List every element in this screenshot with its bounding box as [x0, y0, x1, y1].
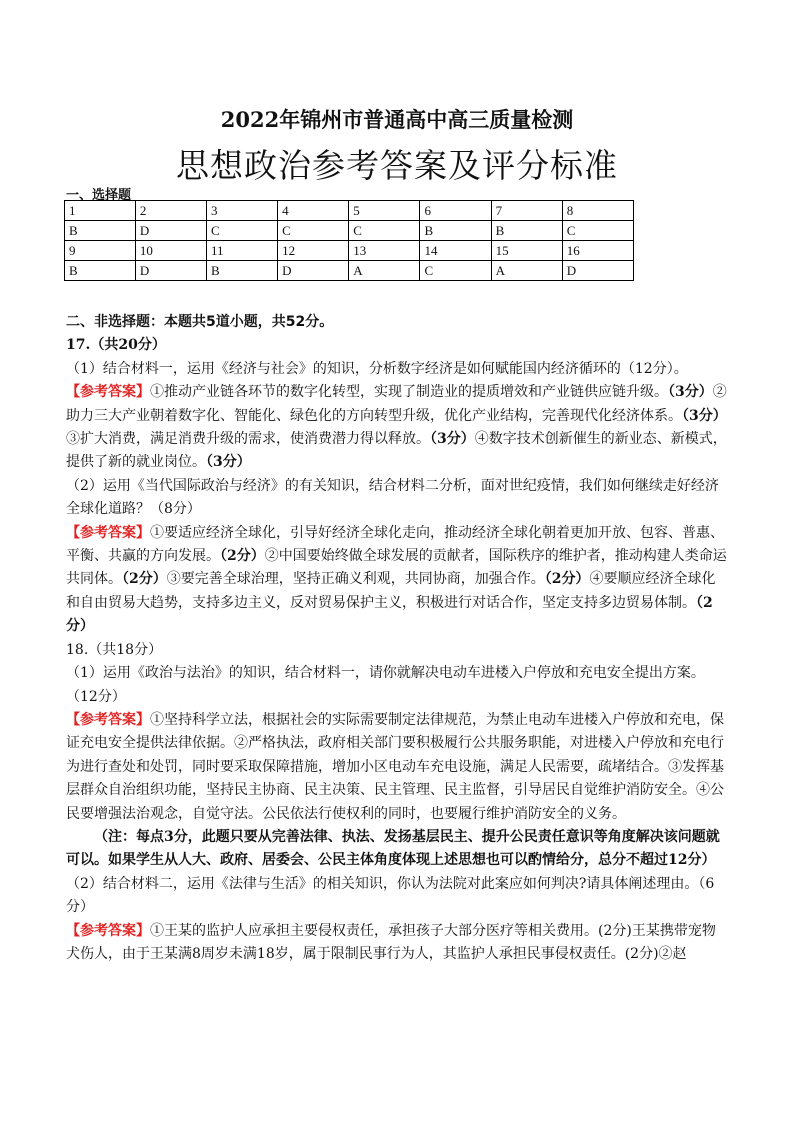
question-18-title: 18.（共18分） — [66, 641, 163, 658]
answer-label: 【参考答案】 — [66, 524, 150, 541]
table-cell: 3 — [206, 201, 277, 221]
question-18-2: （2）结合材料二，运用《法律与生活》的相关知识，你认为法院对此案应如何判决?请具体阐述理由。（6分） — [66, 875, 715, 916]
table-cell: B — [491, 221, 562, 241]
table-cell: 7 — [491, 201, 562, 221]
open-questions-section — [66, 311, 728, 966]
table-cell: 1 — [65, 201, 136, 221]
score: （3分） — [206, 454, 251, 471]
exam-title: 2022年锦州市普通高中高三质量检测 — [220, 107, 574, 132]
answer-point: ①推动产业链各环节的数字化转型，实现了制造业的提质增效和产业链供应链升级。 — [150, 384, 668, 401]
table-row — [65, 201, 634, 221]
answer-point: ①要适应经济全球化，引导好经济全球化走向，推动经济全球化朝着更加开放、包容、普惠、平衡、共赢的方向发展。 — [66, 524, 724, 565]
answer-17-1 — [66, 381, 728, 475]
table-cell: 9 — [65, 241, 136, 261]
document-title: 思想政治参考答案及评分标准 — [176, 146, 618, 185]
answer-point: ③要完善全球治理，坚持正确义利观，共同协商，加强合作。 — [166, 571, 545, 588]
answer-point: ③扩大消费，满足消费升级的需求，使消费潜力得以释放。 — [66, 431, 430, 448]
table-cell: 11 — [206, 241, 277, 261]
question-17-title: 17.（共20分） — [66, 337, 166, 354]
answer-point: ④要顺应经济全球化和自由贸易大趋势，支持多边主义，反对贸易保护主义，积极进行对话合作，坚定支持多边贸易体制。 — [66, 571, 716, 611]
table-cell: D — [562, 261, 633, 281]
table-cell: 5 — [349, 201, 420, 221]
answer-point: ②助力三大产业朝着数字化、智能化、绿色化的方向转型升级，优化产业结构，完善现代化经济体系。 — [66, 384, 727, 424]
table-cell: 14 — [420, 241, 491, 261]
question-17-1: （1）结合材料一，运用《经济与社会》的知识，分析数字经济是如何赋能国内经济循环的（12分）。 — [66, 360, 688, 377]
answer-text: ①王某的监护人应承担主要侵权责任，承担孩子大部分医疗等相关费用。(2分)王某携带宠物犬伤人，由于王某满8周岁未满18岁，属于限制民事行为人，其监护人承担民事侵权责任。(2分)②赵 — [66, 922, 716, 962]
table-row — [65, 241, 634, 261]
table-cell: B — [65, 221, 136, 241]
table-cell: 4 — [278, 201, 349, 221]
table-cell: A — [491, 261, 562, 281]
table-cell: B — [420, 221, 491, 241]
table-cell: B — [206, 261, 277, 281]
answer-18-2 — [66, 920, 728, 967]
score: （2分） — [220, 548, 265, 565]
score: （3分） — [668, 384, 713, 401]
table-cell: C — [420, 261, 491, 281]
grading-note: （注：每点3分，此题只要从完善法律、执法、发扬基层民主、提升公民责任意识等角度解决该问题就可以。如果学生从人大、政府、居委会、公民主体角度体现上述思想也可以酌情给分，总分不超过12分） — [66, 828, 720, 869]
score: （2分） — [66, 594, 713, 635]
answer-label: 【参考答案】 — [66, 922, 150, 939]
table-cell: D — [278, 261, 349, 281]
table-cell: C — [562, 221, 633, 241]
question-18-1: （1）运用《政治与法治》的知识，结合材料一，请你就解决电动车进楼入户停放和充电安全提出方案。（12分） — [66, 665, 705, 705]
score: （3分） — [682, 407, 727, 424]
table-cell: C — [206, 221, 277, 241]
score: （2分） — [544, 571, 590, 588]
table-cell: 8 — [562, 201, 633, 221]
answer-point: ④数字技术创新催生的新业态、新模式，提供了新的就业岗位。 — [66, 431, 727, 471]
table-cell: D — [135, 221, 206, 241]
table-cell: C — [349, 221, 420, 241]
answer-18-1 — [66, 709, 728, 826]
table-cell: A — [349, 261, 420, 281]
answer-label: 【参考答案】 — [66, 711, 150, 728]
table-cell: D — [135, 261, 206, 281]
section-heading-choice: 一、选择题 — [66, 188, 132, 203]
table-cell: 16 — [562, 241, 633, 261]
table-cell: C — [278, 221, 349, 241]
score: （3分） — [430, 431, 475, 448]
table-cell: 2 — [135, 201, 206, 221]
score: （2分） — [122, 571, 167, 588]
section-heading-open: 二、非选择题：本题共5道小题，共52分。 — [66, 314, 334, 330]
table-cell: 6 — [420, 201, 491, 221]
table-cell: 10 — [135, 241, 206, 261]
answer-label: 【参考答案】 — [66, 384, 150, 401]
answer-17-2 — [66, 522, 728, 639]
table-row — [65, 261, 634, 281]
choice-answer-table — [64, 200, 634, 281]
table-cell: 13 — [349, 241, 420, 261]
table-cell: 12 — [278, 241, 349, 261]
answer-point: ②中国要始终做全球发展的贡献者，国际秩序的维护者，推动构建人类命运共同体。 — [66, 548, 727, 588]
table-cell: B — [65, 261, 136, 281]
table-cell: 15 — [491, 241, 562, 261]
question-17-2: （2）运用《当代国际政治与经济》的有关知识，结合材料二分析，面对世纪疫情，我们如何继续走好经济全球化道路？（8分） — [66, 477, 719, 518]
answer-text: ①坚持科学立法，根据社会的实际需要制定法律规范，为禁止电动车进楼入户停放和充电，保证充电安全提供法律依据。②严格执法，政府相关部门要积极履行公共服务职能，对进楼入户停放和充电行为进行查处和处罚，同时要采取保障措施，增加小区电动车充电设施，满足人民需要，疏堵结合。③发挥基层群众自治组织功能，坚持民主协商、民主决策、民主管理、民主监督，引导居民自觉维护消防安全。④公民要增强法治观念，自觉守法。公民依法行使权利的同时，也要履行维护消防安全的义务。 — [66, 711, 724, 822]
table-row — [65, 221, 634, 241]
